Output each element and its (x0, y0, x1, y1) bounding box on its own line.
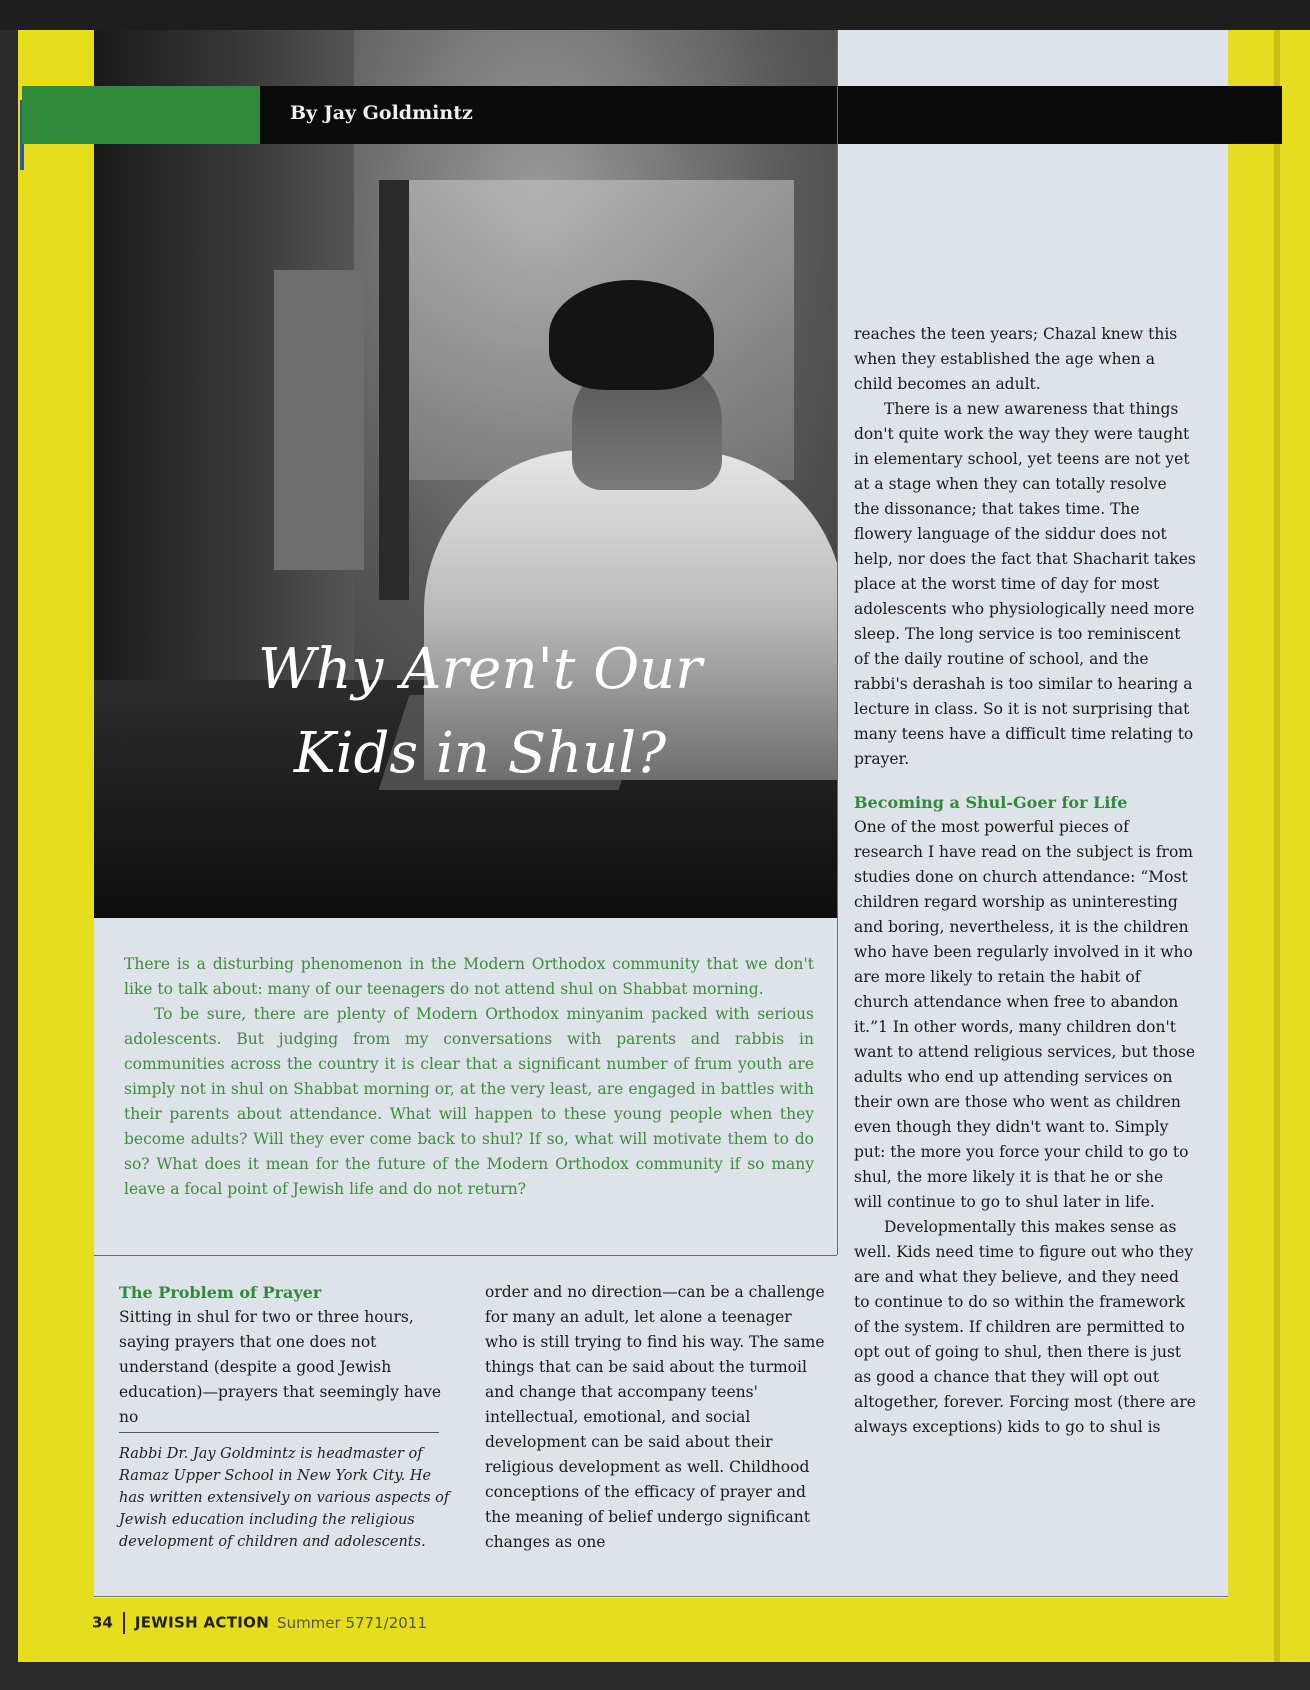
article-headline (150, 628, 810, 796)
magazine-name: JEWISH ACTION (134, 1613, 270, 1632)
intro-text (124, 952, 814, 1202)
column-1 (119, 1280, 459, 1430)
body-paragraph: One of the most powerful pieces of research I have read on the subject is from studies done on church attendance: “Most children regard worship as uninteresting and boring, nevertheless, it is the children who have been regularly involved in it who are more likely to retain the habit of church attendance when free to abandon it.”1 In other words, many children don't want to attend religious services, but those adults who end up attending services on their own are those who went as children even though they didn't want to. Simply put: the more you force your child to go to shul, the more likely it is that he or she will continue to go to shul later in life. (854, 818, 1196, 1211)
headline-line-1: Why Aren't Our (258, 637, 702, 702)
intro-paragraph: There is a disturbing phenomenon in the Modern Orthodox community that we don't like to talk about: many of our teenagers do not attend shul on Shabbat morning. (124, 955, 814, 998)
column-divider (837, 30, 838, 1255)
body-paragraph: Developmentally this makes sense as well. Kids need time to figure out who they are and what they believe, and they need to continue to do so within the framework of the system. If children are permitted to opt out of going to shul, then there is just as good a chance that they will opt out altogether, forever. Forcing most (there are always exceptions) kids to go to shul is (854, 1218, 1196, 1436)
section-heading: The Problem of Prayer (119, 1283, 322, 1302)
facing-page-edge (1230, 30, 1310, 1662)
byline: By Jay Goldmintz (290, 102, 473, 124)
headline-line-2: Kids in Shul? (293, 721, 667, 786)
page-footer (92, 1612, 427, 1634)
byline-accent (22, 86, 260, 144)
column-2 (485, 1280, 825, 1555)
author-bio: Rabbi Dr. Jay Goldmintz is headmaster of Ramaz Upper School in New York City. He has written extensively on various aspects of Jewish education including the religious development of children and adolescents. (119, 1446, 450, 1550)
scan-border (0, 0, 1310, 30)
section-heading: Becoming a Shul-Goer for Life (854, 793, 1128, 812)
intro-paragraph: To be sure, there are plenty of Modern Orthodox minyanim packed with serious adolescents. But judging from my conversations with parents and rabbis in communities across the country it is clear that a significant number of frum youth are simply not in shul on Shabbat morning or, at the very least, are engaged in battles with their parents about attendance. What will happen to these young people when they become adults? Will they ever come back to shul? If so, what will motivate them to do so? What does it mean for the future of the Modern Orthodox community if so many leave a focal point of Jewish life and do not return? (124, 1005, 814, 1198)
page-gutter (1274, 30, 1280, 1662)
footer-separator (123, 1612, 125, 1634)
bio-divider (119, 1432, 439, 1433)
issue-date: Summer 5771/2011 (277, 1613, 427, 1632)
body-paragraph: Sitting in shul for two or three hours, saying prayers that one does not understand (despite a good Jewish education)—prayers that seemingly have no (119, 1308, 442, 1426)
body-paragraph: order and no direction—can be a challenge for many an adult, let alone a teenager who is still trying to find his way. The same things that can be said about the turmoil and change that accompany teens' intellectual, emotional, and social development can be said about their religious development as well. Childhood conceptions of the efficacy of prayer and the meaning of belief undergo significant changes as one (485, 1283, 825, 1551)
page-number: 34 (92, 1613, 113, 1632)
footer-rule (94, 1596, 1228, 1597)
column-3 (854, 322, 1196, 1440)
body-paragraph: reaches the teen years; Chazal knew this when they established the age when a child becomes an adult. (854, 325, 1178, 393)
body-paragraph: There is a new awareness that things don't quite work the way they were taught in elementary school, yet teens are not yet at a stage when they can totally resolve the dissonance; that takes time. The flowery language of the siddur does not help, nor does the fact that Shacharit takes place at the worst time of day for most adolescents who physiologically need more sleep. The long service is too reminiscent of the daily routine of school, and the rabbi's derashah is too similar to hearing a lecture in class. So it is not surprising that many teens have a difficult time relating to prayer. (854, 400, 1196, 768)
